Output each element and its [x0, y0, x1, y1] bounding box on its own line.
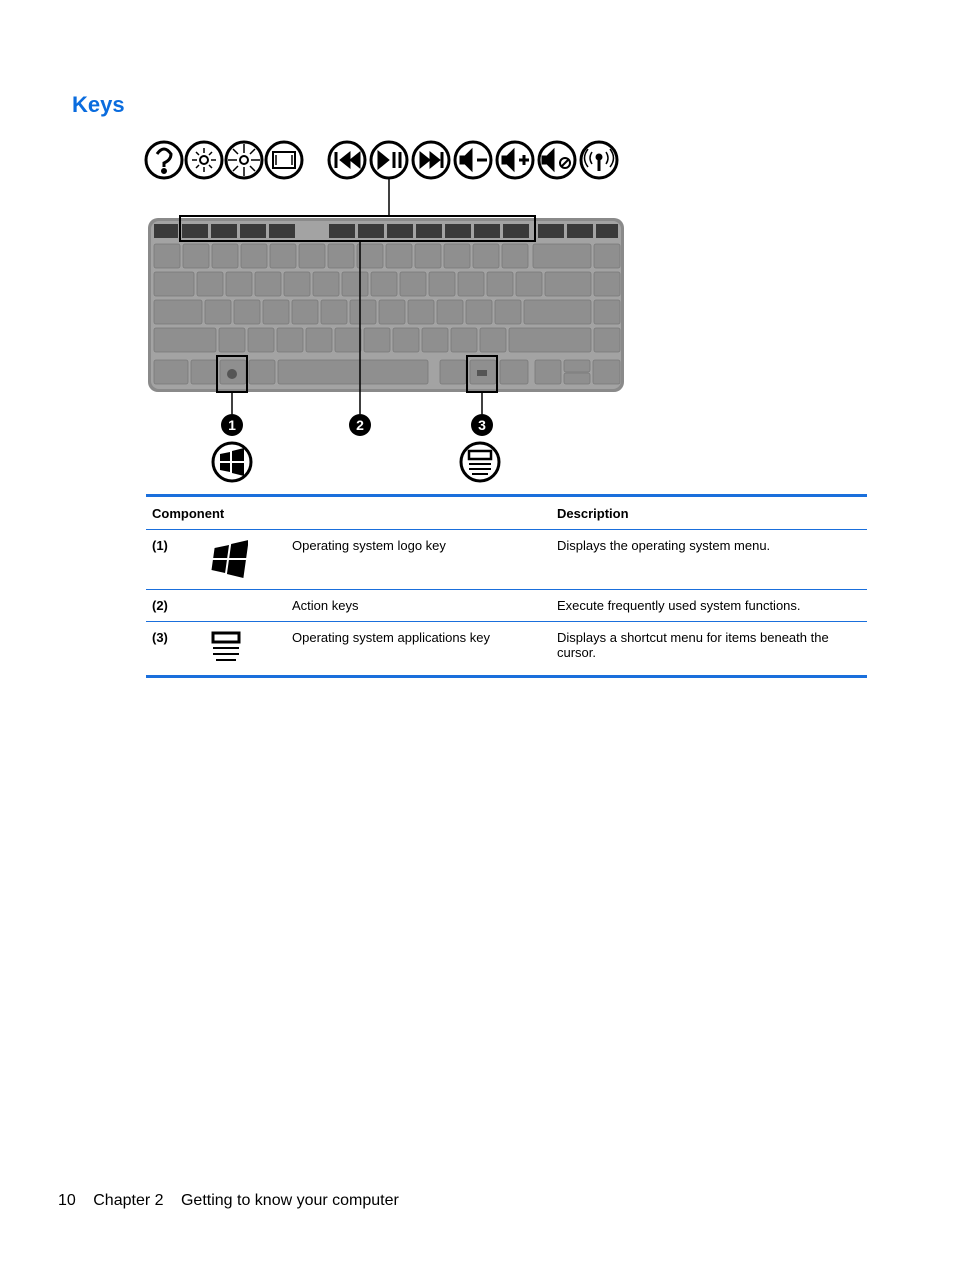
applications-menu-icon	[461, 443, 499, 481]
row-description: Execute frequently used system functions.	[557, 598, 801, 613]
applications-menu-icon	[210, 630, 244, 664]
page-number: 10	[58, 1192, 76, 1209]
row-icon-cell	[194, 590, 286, 622]
row-number: (1)	[152, 538, 168, 553]
table-row	[146, 590, 867, 622]
table-row	[146, 622, 867, 677]
chapter-title: Getting to know your computer	[180, 1192, 399, 1209]
row-component: Action keys	[292, 598, 359, 613]
svg-text:1: 1	[228, 417, 236, 433]
svg-text:2: 2	[356, 417, 364, 433]
callout-1	[221, 414, 243, 436]
chapter-label: Chapter 2	[93, 1192, 164, 1209]
help-icon	[146, 142, 182, 178]
brightness-up-icon	[226, 142, 262, 178]
table-header-row	[146, 496, 867, 530]
volume-up-icon	[497, 142, 533, 178]
row-component: Operating system applications key	[292, 630, 490, 645]
row-number: (3)	[152, 630, 168, 645]
callout-2	[349, 414, 371, 436]
previous-track-icon	[329, 142, 365, 178]
keyboard-image	[148, 216, 624, 392]
page-title: Keys	[72, 92, 125, 117]
windows-logo-icon	[208, 538, 248, 578]
volume-down-icon	[455, 142, 491, 178]
callout-3	[471, 414, 493, 436]
column-header-component: Component	[152, 506, 225, 521]
display-switch-icon	[266, 142, 302, 178]
brightness-down-icon	[186, 142, 222, 178]
row-description: Displays the operating system menu.	[557, 538, 771, 553]
svg-text:3: 3	[478, 417, 486, 433]
row-component: Operating system logo key	[292, 538, 446, 553]
play-pause-icon	[371, 142, 407, 178]
row-icon-cell	[194, 530, 286, 590]
row-description: Displays a shortcut menu for items beneath the cursor.	[557, 630, 829, 660]
keyboard-figure	[140, 130, 640, 490]
page-footer	[58, 1192, 412, 1210]
column-header-description: Description	[557, 506, 629, 521]
mute-icon	[539, 142, 575, 178]
windows-logo-icon	[213, 443, 251, 481]
component-table	[146, 494, 867, 678]
table-row	[146, 530, 867, 590]
wireless-icon	[581, 142, 617, 178]
next-track-icon	[413, 142, 449, 178]
row-number: (2)	[152, 598, 168, 613]
action-key-icons	[146, 142, 617, 178]
row-icon-cell	[194, 622, 286, 677]
